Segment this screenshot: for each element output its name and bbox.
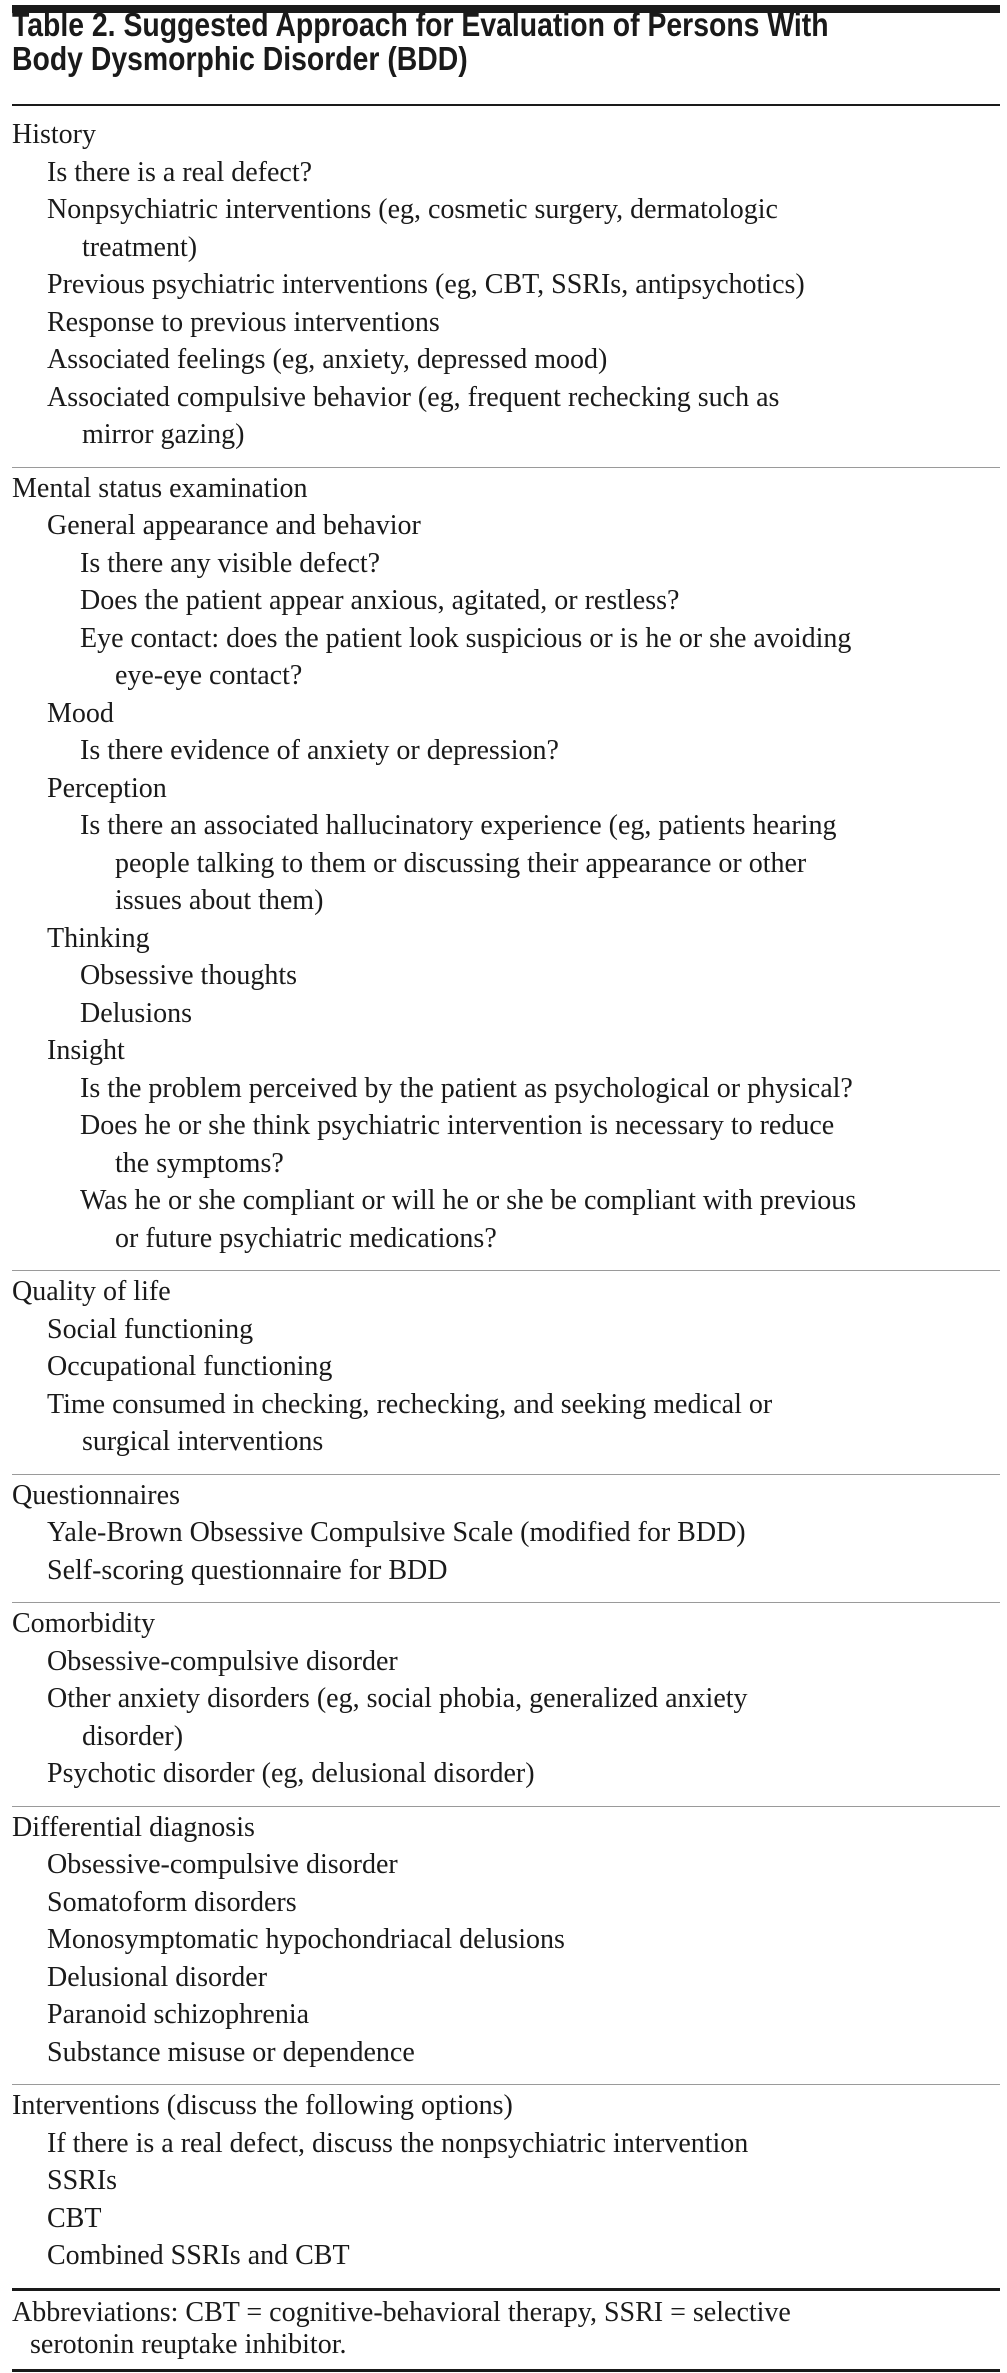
item-text: Does the patient appear anxious, agitated, or restless? [80, 585, 680, 616]
item-text: Associated feelings (eg, anxiety, depressed mood) [47, 344, 608, 375]
section-heading [12, 1273, 1000, 1311]
table-title [12, 8, 984, 76]
list-item [12, 1755, 1000, 1793]
item-text-continuation: eye-eye contact? [115, 660, 303, 691]
table-section [12, 468, 1000, 1272]
section-heading [12, 1605, 1000, 1643]
table-section [12, 1807, 1000, 2086]
item-text-continuation: people talking to them or discussing their appearance or other [115, 847, 807, 879]
item-text: Interventions (discuss the following options) [12, 2090, 513, 2121]
item-text: Is the problem perceived by the patient as psychological or physical? [80, 1072, 853, 1104]
list-item [12, 1514, 1000, 1552]
list-item [12, 191, 1000, 266]
item-text-continuation: disorder) [82, 1720, 184, 1752]
item-text: Somatoform disorders [47, 1886, 297, 1918]
item-text-continuation: treatment) [82, 231, 198, 263]
list-item [12, 154, 1000, 192]
item-text: Nonpsychiatric interventions (eg, cosmetic surgery, dermatologic [47, 194, 778, 225]
table-title-line: Table 2. Suggested Approach for Evaluation of Persons With [12, 6, 829, 43]
list-item [12, 1348, 1000, 1386]
list-item [12, 957, 1000, 995]
list-item [12, 582, 1000, 620]
item-text: Obsessive thoughts [80, 960, 297, 991]
list-item [12, 695, 1000, 733]
item-text: Was he or she compliant or will he or she be compliant with previous [80, 1185, 857, 1216]
item-text: Eye contact: does the patient look suspicious or is he or she avoiding [80, 622, 852, 654]
list-item [12, 1107, 1000, 1182]
item-text: Delusions [80, 997, 192, 1029]
item-text: Obsessive-compulsive disorder [47, 1849, 398, 1880]
item-text: Psychotic disorder (eg, delusional disorder) [47, 1758, 535, 1789]
item-text: Monosymptomatic hypochondriacal delusions [47, 1924, 565, 1955]
list-item [12, 2034, 1000, 2072]
list-item [12, 620, 1000, 695]
footnote [12, 2291, 1000, 2372]
item-text: Differential diagnosis [12, 1811, 255, 1843]
list-item [12, 770, 1000, 808]
item-text-continuation: or future psychiatric medications? [115, 1222, 497, 1254]
table-section [12, 2085, 1000, 2291]
table-section [12, 1603, 1000, 1807]
list-item [12, 304, 1000, 342]
item-text: Is there an associated hallucinatory experience (eg, patients hearing [80, 810, 837, 841]
item-text: Comorbidity [12, 1608, 156, 1639]
list-item [12, 1846, 1000, 1884]
item-text: Thinking [47, 922, 150, 954]
item-text: Time consumed in checking, rechecking, and seeking medical or [47, 1388, 773, 1420]
table-section [12, 1271, 1000, 1475]
table-section [12, 114, 1000, 468]
list-item [12, 341, 1000, 379]
footnote-text: serotonin reuptake inhibitor. [30, 2328, 347, 2360]
item-text: Self-scoring questionnaire for BDD [47, 1554, 448, 1586]
item-text: Does he or she think psychiatric intervention is necessary to reduce [80, 1110, 835, 1141]
item-text: CBT [47, 2202, 102, 2234]
list-item [12, 807, 1000, 920]
list-item [12, 1386, 1000, 1461]
list-item [12, 2162, 1000, 2200]
item-text: Quality of life [12, 1276, 171, 1307]
item-text: Substance misuse or dependence [47, 2036, 415, 2068]
item-text: Is there evidence of anxiety or depression? [80, 735, 559, 766]
item-text-continuation: issues about them) [115, 885, 324, 916]
section-heading [12, 116, 1000, 154]
item-text: Is there is a real defect? [47, 156, 313, 188]
item-text: Is there any visible defect? [80, 547, 381, 579]
list-item [12, 1311, 1000, 1349]
item-text: Response to previous interventions [47, 306, 440, 338]
item-text: History [12, 119, 96, 150]
list-item [12, 1070, 1000, 1108]
list-item [12, 2200, 1000, 2238]
item-text-continuation: the symptoms? [115, 1147, 284, 1179]
list-item [12, 920, 1000, 958]
list-item [12, 1959, 1000, 1997]
item-text: Obsessive-compulsive disorder [47, 1645, 398, 1677]
table-section [12, 1475, 1000, 1604]
item-text: Paranoid schizophrenia [47, 1999, 310, 2030]
item-text: Social functioning [47, 1313, 254, 1345]
item-text: General appearance and behavior [47, 510, 421, 541]
list-item [12, 995, 1000, 1033]
item-text: Occupational functioning [47, 1351, 333, 1382]
item-text: SSRIs [47, 2165, 118, 2196]
list-item [12, 2125, 1000, 2163]
item-text: Yale-Brown Obsessive Compulsive Scale (modified for BDD) [47, 1517, 746, 1548]
item-text: Questionnaires [12, 1479, 180, 1511]
table-body [12, 114, 1000, 2372]
list-item [12, 1643, 1000, 1681]
item-text: Delusional disorder [47, 1961, 268, 1993]
list-item [12, 1032, 1000, 1070]
list-item [12, 1921, 1000, 1959]
item-text: Insight [47, 1035, 125, 1066]
item-text-continuation: surgical interventions [82, 1426, 324, 1457]
item-text: Previous psychiatric interventions (eg, CBT, SSRIs, antipsychotics) [47, 269, 805, 300]
list-item [12, 2237, 1000, 2275]
table-title-line: Body Dysmorphic Disorder (BDD) [12, 40, 468, 77]
section-heading [12, 1477, 1000, 1515]
list-item [12, 1884, 1000, 1922]
header-rule [12, 104, 1000, 106]
list-item [12, 1996, 1000, 2034]
list-item [12, 379, 1000, 454]
item-text: If there is a real defect, discuss the nonpsychiatric intervention [47, 2127, 749, 2159]
section-heading [12, 1809, 1000, 1847]
item-text: Mental status examination [12, 472, 308, 504]
list-item [12, 1182, 1000, 1257]
item-text: Combined SSRIs and CBT [47, 2240, 350, 2271]
item-text-continuation: mirror gazing) [82, 419, 245, 450]
list-item [12, 732, 1000, 770]
section-heading [12, 470, 1000, 508]
item-text: Perception [47, 772, 167, 804]
list-item [12, 266, 1000, 304]
footnote-text: Abbreviations: CBT = cognitive-behavioral therapy, SSRI = selective [12, 2296, 791, 2328]
item-text: Mood [47, 697, 114, 729]
list-item [12, 1552, 1000, 1590]
item-text: Other anxiety disorders (eg, social phobia, generalized anxiety [47, 1683, 748, 1714]
list-item [12, 545, 1000, 583]
item-text: Associated compulsive behavior (eg, frequent rechecking such as [47, 381, 780, 413]
section-heading [12, 2087, 1000, 2125]
list-item [12, 507, 1000, 545]
list-item [12, 1680, 1000, 1755]
